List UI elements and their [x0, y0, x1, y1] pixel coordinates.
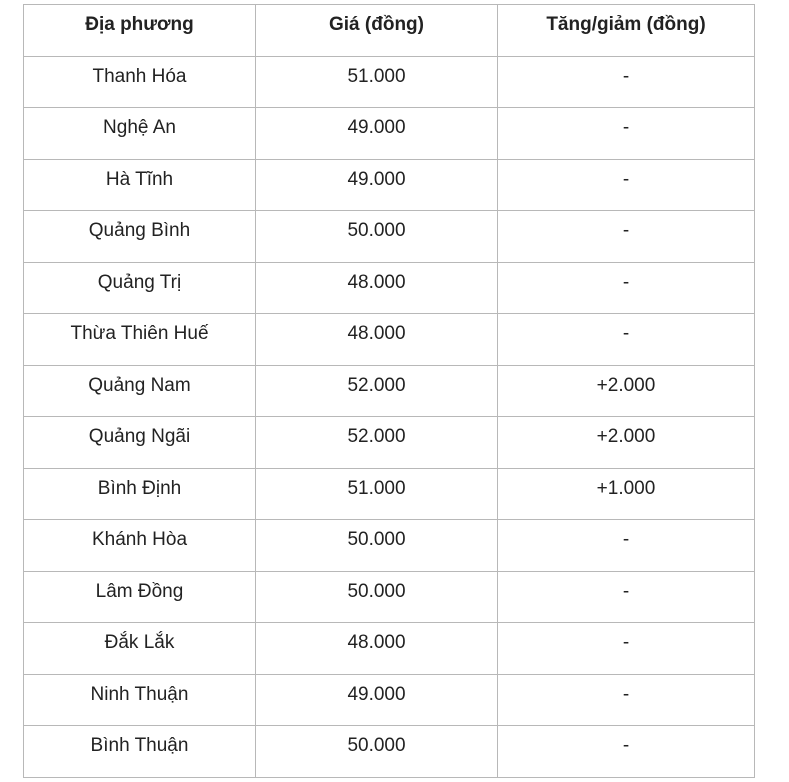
price-cell: 50.000 [256, 211, 498, 263]
region-cell: Thanh Hóa [24, 56, 256, 108]
table-row [24, 726, 755, 778]
price-cell: 49.000 [256, 674, 498, 726]
table-row [24, 623, 755, 675]
header-change: Tăng/giảm (đồng) [498, 5, 755, 57]
region-cell: Quảng Trị [24, 262, 256, 314]
change-cell: +2.000 [498, 365, 755, 417]
price-cell: 49.000 [256, 108, 498, 160]
table-row [24, 571, 755, 623]
table-row [24, 108, 755, 160]
change-cell: - [498, 674, 755, 726]
region-cell: Quảng Ngãi [24, 417, 256, 469]
table-row [24, 417, 755, 469]
change-cell: - [498, 623, 755, 675]
price-cell: 51.000 [256, 468, 498, 520]
price-cell: 48.000 [256, 623, 498, 675]
change-cell: - [498, 108, 755, 160]
table-header-row [24, 5, 755, 57]
price-cell: 50.000 [256, 571, 498, 623]
price-table-container [23, 4, 755, 778]
price-cell: 50.000 [256, 520, 498, 572]
change-cell: - [498, 520, 755, 572]
price-cell: 48.000 [256, 262, 498, 314]
change-cell: - [498, 56, 755, 108]
change-cell: - [498, 211, 755, 263]
table-row [24, 262, 755, 314]
region-cell: Bình Định [24, 468, 256, 520]
change-cell: - [498, 262, 755, 314]
price-cell: 48.000 [256, 314, 498, 366]
table-row [24, 365, 755, 417]
region-cell: Thừa Thiên Huế [24, 314, 256, 366]
table-row [24, 674, 755, 726]
change-cell: - [498, 159, 755, 211]
region-cell: Nghệ An [24, 108, 256, 160]
change-cell: - [498, 726, 755, 778]
price-table [23, 4, 755, 778]
region-cell: Ninh Thuận [24, 674, 256, 726]
table-row [24, 211, 755, 263]
price-cell: 51.000 [256, 56, 498, 108]
change-cell: +1.000 [498, 468, 755, 520]
table-row [24, 314, 755, 366]
region-cell: Khánh Hòa [24, 520, 256, 572]
region-cell: Lâm Đồng [24, 571, 256, 623]
change-cell: - [498, 571, 755, 623]
region-cell: Quảng Bình [24, 211, 256, 263]
price-cell: 50.000 [256, 726, 498, 778]
region-cell: Bình Thuận [24, 726, 256, 778]
change-cell: +2.000 [498, 417, 755, 469]
header-price: Giá (đồng) [256, 5, 498, 57]
table-body [24, 56, 755, 777]
region-cell: Đắk Lắk [24, 623, 256, 675]
price-cell: 52.000 [256, 417, 498, 469]
header-region: Địa phương [24, 5, 256, 57]
table-row [24, 520, 755, 572]
table-row [24, 468, 755, 520]
table-row [24, 56, 755, 108]
region-cell: Quảng Nam [24, 365, 256, 417]
price-cell: 52.000 [256, 365, 498, 417]
table-row [24, 159, 755, 211]
change-cell: - [498, 314, 755, 366]
region-cell: Hà Tĩnh [24, 159, 256, 211]
price-cell: 49.000 [256, 159, 498, 211]
